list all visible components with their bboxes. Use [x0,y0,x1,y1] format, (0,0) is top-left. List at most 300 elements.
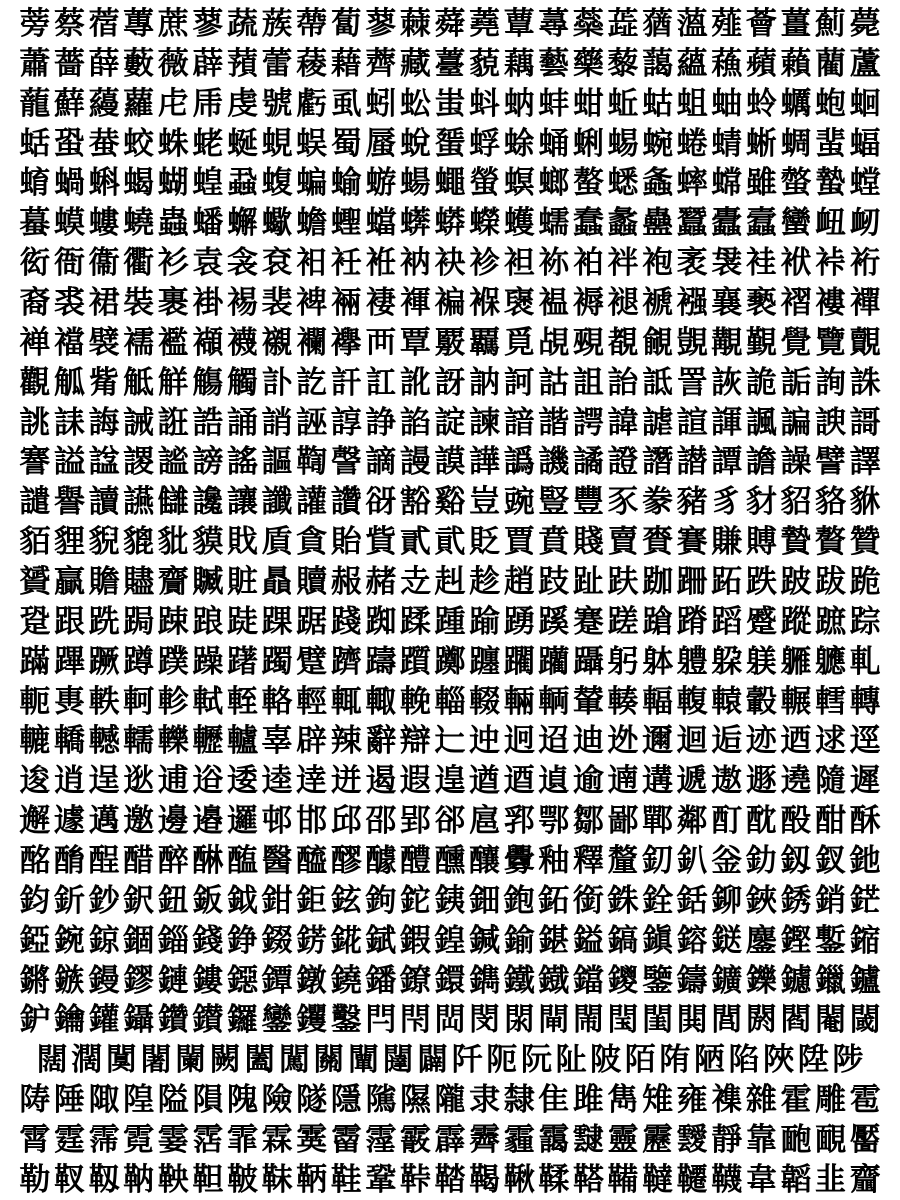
glyph-character: 遑 [434,763,466,800]
glyph-character: 豼 [157,524,189,561]
glyph-character: 齏 [849,1161,881,1198]
glyph-character: 鞜 [434,1161,466,1198]
glyph-character: 釋 [572,843,604,880]
glyph-character: 陦 [19,1082,51,1119]
glyph-character: 闃 [105,1042,137,1079]
glyph-row [18,4,883,44]
glyph-character: 霽 [469,1122,501,1159]
glyph-character: 蚋 [503,85,535,122]
glyph-character: 覈 [434,324,466,361]
glyph-character: 薹 [434,45,466,82]
glyph-character: 陲 [53,1082,85,1119]
glyph-character: 鑽 [157,1002,189,1039]
glyph-character: 蛬 [88,125,120,162]
glyph-character: 蚓 [365,85,397,122]
glyph-character: 鐐 [399,962,431,999]
glyph-character: 躰 [642,643,674,680]
glyph-character: 錻 [365,922,397,959]
glyph-character: 逍 [53,763,85,800]
glyph-character: 蘊 [676,45,708,82]
glyph-character: 霓 [123,1122,155,1159]
glyph-character: 轜 [123,723,155,760]
glyph-character: 鏃 [53,962,85,999]
glyph-character: 靨 [849,1122,881,1159]
glyph-character: 遒 [469,763,501,800]
glyph-character: 邉 [192,803,224,840]
glyph-character: 隧 [296,1082,328,1119]
glyph-character: 鑁 [607,962,639,999]
glyph-character: 鉐 [538,882,570,919]
glyph-character: 鏨 [815,922,847,959]
glyph-character: 蕁 [538,6,570,42]
glyph-character: 霹 [434,1122,466,1159]
glyph-character: 遨 [711,763,743,800]
glyph-character: 迸 [330,763,362,800]
glyph-character: 迪 [572,723,604,760]
glyph-character: 裃 [815,245,847,282]
glyph-character: 裨 [296,285,328,322]
glyph-character: 諠 [676,404,708,441]
glyph-character: 裴 [261,285,293,322]
glyph-character: 蕈 [503,6,535,42]
glyph-character: 蛆 [676,85,708,122]
glyph-character: 鎹 [711,922,743,959]
glyph-character: 釐 [607,843,639,880]
glyph-character: 躄 [296,643,328,680]
glyph-character: 閇 [399,1002,431,1039]
glyph-character: 逅 [711,723,743,760]
glyph-character: 袙 [572,245,604,282]
glyph-character: 蚯 [607,85,639,122]
glyph-character: 觧 [157,364,189,401]
glyph-character: 豕 [607,484,639,521]
glyph-character: 逖 [123,763,155,800]
glyph-character: 襁 [676,285,708,322]
glyph-character: 鏖 [745,922,777,959]
glyph-character: 裄 [849,245,881,282]
glyph-character: 闖 [278,1042,310,1079]
glyph-character: 戝 [226,524,258,561]
glyph-character: 霰 [399,1122,431,1159]
glyph-character: 钁 [296,1002,328,1039]
glyph-character: 靺 [261,1161,293,1198]
glyph-character: 蹼 [157,643,189,680]
glyph-character: 逧 [192,763,224,800]
glyph-character: 靫 [53,1161,85,1198]
glyph-character: 衽 [330,245,362,282]
glyph-character: 韈 [711,1161,743,1198]
glyph-character: 鑷 [123,1002,155,1039]
glyph-character: 蹇 [572,603,604,640]
glyph-character: 袵 [365,245,397,282]
glyph-character: 蠹 [711,205,743,242]
glyph-character: 邯 [296,803,328,840]
glyph-character: 釛 [745,843,777,880]
glyph-character: 鞅 [157,1161,189,1198]
glyph-character: 譫 [745,444,777,481]
glyph-character: 蛞 [19,125,51,162]
glyph-character: 霑 [192,1122,224,1159]
glyph-character: 蜒 [226,125,258,162]
glyph-character: 訝 [434,364,466,401]
glyph-character: 跣 [88,603,120,640]
glyph-character: 襄 [711,285,743,322]
glyph-character: 靦 [815,1122,847,1159]
glyph-character: 蚰 [711,85,743,122]
glyph-character: 勒 [19,1161,51,1198]
glyph-character: 鉋 [503,882,535,919]
glyph-character: 蕋 [607,6,639,42]
glyph-character: 袮 [538,245,570,282]
glyph-character: 襭 [192,324,224,361]
glyph-character: 詒 [607,364,639,401]
glyph-character: 誅 [849,364,881,401]
glyph-character: 訛 [399,364,431,401]
glyph-character: 雖 [745,165,777,202]
glyph-character: 豸 [711,484,743,521]
glyph-character: 鎬 [607,922,639,959]
glyph-character: 諡 [88,444,120,481]
glyph-character: 虍 [157,85,189,122]
glyph-character: 貶 [469,524,501,561]
glyph-character: 醴 [399,843,431,880]
glyph-character: 鏝 [88,962,120,999]
glyph-character: 襷 [330,324,362,361]
glyph-character: 軾 [192,683,224,720]
glyph-character: 藾 [780,45,812,82]
glyph-character: 衫 [157,245,189,282]
glyph-character: 錣 [261,922,293,959]
glyph-character: 覡 [572,324,604,361]
glyph-character: 阯 [555,1042,587,1079]
glyph-character: 蟋 [607,165,639,202]
glyph-character: 郤 [434,803,466,840]
glyph-character: 霎 [157,1122,189,1159]
glyph-character: 閠 [607,1002,639,1039]
glyph-row [18,283,883,323]
glyph-character: 蜃 [365,125,397,162]
glyph-character: 釵 [815,843,847,880]
glyph-character: 訐 [330,364,362,401]
glyph-character: 譖 [642,444,674,481]
glyph-character: 諤 [572,404,604,441]
glyph-character: 貪 [296,524,328,561]
glyph-row [18,602,883,642]
glyph-character: 躅 [261,643,293,680]
glyph-character: 謳 [261,444,293,481]
glyph-character: 趾 [572,564,604,601]
glyph-character: 賺 [711,524,743,561]
glyph-character: 鐡 [538,962,570,999]
glyph-character: 銓 [642,882,674,919]
glyph-character: 谺 [365,484,397,521]
glyph-character: 讙 [296,484,328,521]
glyph-character: 躪 [538,643,570,680]
glyph-character: 襾 [365,324,397,361]
glyph-character: 蘿 [123,85,155,122]
glyph-character: 轆 [19,723,51,760]
glyph-character: 蝪 [399,165,431,202]
glyph-character: 轎 [53,723,85,760]
glyph-character: 赳 [434,564,466,601]
glyph-row [18,961,883,1001]
glyph-row [18,522,883,562]
glyph-character: 諄 [330,404,362,441]
glyph-row [35,1040,865,1080]
glyph-character: 輳 [607,683,639,720]
glyph-character: 輕 [296,683,328,720]
glyph-character: 韜 [780,1161,812,1198]
glyph-character: 詼 [711,364,743,401]
glyph-character: 貳 [399,524,431,561]
glyph-character: 乕 [192,85,224,122]
glyph-character: 蜿 [642,125,674,162]
glyph-character: 藺 [815,45,847,82]
glyph-character: 闌 [175,1042,207,1079]
glyph-character: 螫 [780,165,812,202]
glyph-character: 謚 [53,444,85,481]
glyph-character: 逞 [88,763,120,800]
glyph-character: 褶 [780,285,812,322]
glyph-character: 蕣 [434,6,466,42]
glyph-character: 躓 [399,643,431,680]
glyph-character: 賻 [745,524,777,561]
glyph-character: 謐 [157,444,189,481]
glyph-character: 襞 [88,324,120,361]
glyph-character: 閼 [745,1002,777,1039]
glyph-character: 逑 [815,723,847,760]
glyph-character: 踟 [365,603,397,640]
glyph-character: 豌 [503,484,535,521]
glyph-character: 阨 [486,1042,518,1079]
glyph-character: 覯 [711,324,743,361]
glyph-character: 轢 [157,723,189,760]
glyph-character: 鑠 [745,962,777,999]
glyph-character: 襴 [296,324,328,361]
glyph-character: 轌 [815,683,847,720]
glyph-character: 蝸 [53,165,85,202]
glyph-character: 轂 [745,683,777,720]
glyph-row [18,921,883,961]
glyph-character: 閧 [676,1002,708,1039]
glyph-character: 陋 [693,1042,725,1079]
glyph-character: 誦 [226,404,258,441]
glyph-character: 閙 [572,1002,604,1039]
glyph-character: 蹂 [399,603,431,640]
glyph-character: 藏 [399,45,431,82]
glyph-character: 蟯 [123,205,155,242]
glyph-character: 軻 [123,683,155,720]
glyph-character: 蟀 [676,165,708,202]
glyph-character: 隰 [399,1082,431,1119]
glyph-row [18,1000,883,1040]
glyph-character: 誣 [296,404,328,441]
glyph-character: 迹 [745,723,777,760]
glyph-character: 褓 [469,285,501,322]
glyph-character: 鄂 [538,803,570,840]
glyph-character: 蜴 [607,125,639,162]
glyph-character: 鄲 [642,803,674,840]
glyph-character: 輓 [399,683,431,720]
glyph-character: 訌 [365,364,397,401]
glyph-character: 隨 [815,763,847,800]
glyph-character: 醂 [192,843,224,880]
glyph-character: 豢 [642,484,674,521]
glyph-character: 蟇 [19,205,51,242]
glyph-row [18,84,883,124]
glyph-character: 趙 [503,564,535,601]
glyph-character: 銛 [676,882,708,919]
glyph-character: 褊 [434,285,466,322]
glyph-character: 謠 [226,444,258,481]
glyph-row [18,1120,883,1160]
glyph-character: 隸 [503,1082,535,1119]
glyph-character: 蹲 [123,643,155,680]
glyph-character: 鍄 [88,922,120,959]
glyph-character: 遘 [642,763,674,800]
glyph-character: 遲 [849,763,881,800]
glyph-character: 雍 [676,1082,708,1119]
glyph-character: 輌 [538,683,570,720]
glyph-character: 豺 [745,484,777,521]
glyph-character: 賤 [572,524,604,561]
glyph-character: 趁 [469,564,501,601]
glyph-character: 靈 [607,1122,639,1159]
glyph-character: 覺 [780,324,812,361]
glyph-character: 陜 [763,1042,795,1079]
glyph-character: 諂 [399,404,431,441]
glyph-character: 蟆 [53,205,85,242]
glyph-character: 蟐 [711,165,743,202]
glyph-character: 閾 [849,1002,881,1039]
glyph-character: 蠑 [469,205,501,242]
glyph-character: 跛 [780,564,812,601]
glyph-character: 薀 [676,6,708,42]
glyph-character: 醢 [226,843,258,880]
glyph-character: 鏤 [192,962,224,999]
glyph-character: 郛 [503,803,535,840]
glyph-character: 裹 [157,285,189,322]
glyph-character: 蹉 [607,603,639,640]
glyph-character: 蚫 [815,85,847,122]
glyph-character: 薑 [780,6,812,42]
glyph-character: 蟲 [157,205,189,242]
glyph-character: 鞨 [469,1161,501,1198]
glyph-character: 蟾 [296,205,328,242]
glyph-character: 醉 [157,843,189,880]
glyph-character: 辭 [365,723,397,760]
glyph-character: 逡 [19,763,51,800]
glyph-character: 藪 [123,45,155,82]
glyph-character: 褫 [642,285,674,322]
glyph-character: 輦 [572,683,604,720]
glyph-character: 蛩 [53,125,85,162]
glyph-character: 踰 [469,603,501,640]
glyph-character: 閖 [503,1002,535,1039]
glyph-character: 裘 [53,285,85,322]
glyph-character: 閹 [815,1002,847,1039]
glyph-row [18,841,883,881]
glyph-character: 輻 [642,683,674,720]
glyph-character: 薈 [745,6,777,42]
glyph-character: 辜 [261,723,293,760]
glyph-character: 讎 [157,484,189,521]
glyph-character: 豈 [469,484,501,521]
glyph-character: 靆 [572,1122,604,1159]
glyph-character: 蔗 [157,6,189,42]
glyph-character: 衾 [226,245,258,282]
glyph-character: 衵 [296,245,328,282]
glyph-character: 躬 [607,643,639,680]
glyph-character: 蹈 [711,603,743,640]
glyph-character: 閭 [711,1002,743,1039]
glyph-character: 謨 [434,444,466,481]
glyph-character: 誄 [53,404,85,441]
glyph-character: 薇 [157,45,189,82]
glyph-character: 釼 [780,843,812,880]
glyph-character: 鐔 [261,962,293,999]
glyph-character: 蘰 [88,85,120,122]
glyph-character: 蘆 [849,45,881,82]
glyph-character: 讖 [261,484,293,521]
glyph-character: 銷 [815,882,847,919]
glyph-character: 袗 [469,245,501,282]
glyph-character: 薺 [365,45,397,82]
glyph-character: 覩 [607,324,639,361]
glyph-character: 貂 [780,484,812,521]
glyph-character: 隴 [434,1082,466,1119]
glyph-character: 閨 [642,1002,674,1039]
glyph-character: 諚 [434,404,466,441]
glyph-character: 鍠 [434,922,466,959]
glyph-character: 覓 [503,324,535,361]
glyph-character: 躑 [434,643,466,680]
glyph-character: 袞 [261,245,293,282]
glyph-character: 蟶 [330,205,362,242]
glyph-character: 酘 [780,803,812,840]
glyph-row [18,243,883,283]
glyph-character: 鐵 [503,962,535,999]
glyph-character: 謗 [192,444,224,481]
glyph-character: 藥 [572,45,604,82]
glyph-character: 靉 [676,1122,708,1159]
glyph-character: 藝 [538,45,570,82]
glyph-character: 贄 [780,524,812,561]
glyph-character: 褂 [192,285,224,322]
glyph-character: 釀 [469,843,501,880]
glyph-character: 詬 [780,364,812,401]
glyph-character: 鉈 [399,882,431,919]
glyph-character: 陂 [590,1042,622,1079]
glyph-character: 陏 [659,1042,691,1079]
glyph-character: 迺 [780,723,812,760]
glyph-character: 隗 [226,1082,258,1119]
glyph-character: 蛛 [157,125,189,162]
glyph-character: 谿 [434,484,466,521]
glyph-character: 迢 [538,723,570,760]
glyph-character: 韋 [745,1161,777,1198]
glyph-character: 袤 [676,245,708,282]
glyph-character: 蝓 [330,165,362,202]
glyph-character: 逕 [849,723,881,760]
glyph-character: 跼 [123,603,155,640]
glyph-character: 蟒 [434,205,466,242]
glyph-character: 諍 [365,404,397,441]
glyph-character: 號 [261,85,293,122]
glyph-character: 誑 [157,404,189,441]
glyph-character: 鑛 [711,962,743,999]
glyph-character: 謦 [330,444,362,481]
